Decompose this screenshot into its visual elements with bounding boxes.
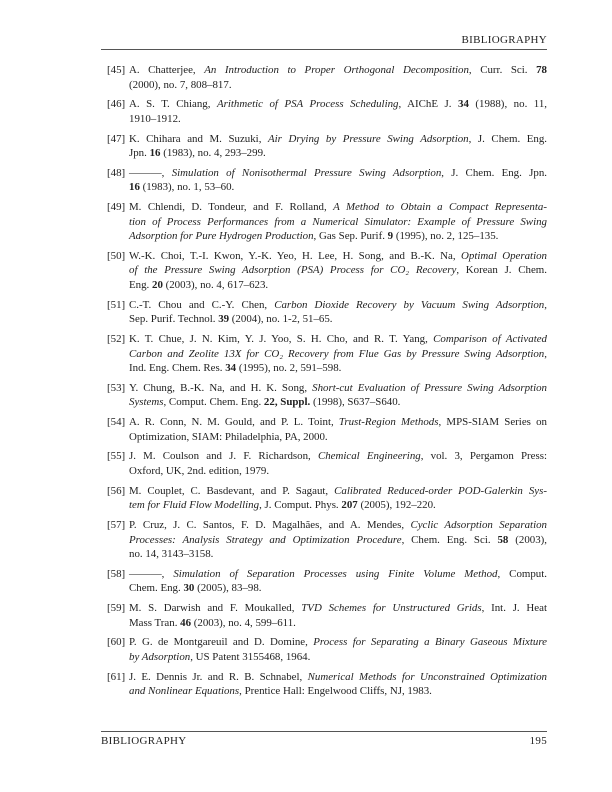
bib-text: , (544, 298, 547, 311)
bib-volume: 30 (183, 582, 195, 595)
bib-entry-number: [45] (107, 64, 126, 76)
bib-entry-line (129, 278, 547, 293)
bib-entry-line (129, 63, 547, 78)
bib-entry-line (129, 312, 547, 327)
bib-title: tem for Fluid Flow Modelling (129, 499, 260, 512)
bib-title: TVD Schemes for Unstructured Grids (301, 602, 482, 615)
page-footer (101, 731, 547, 747)
bib-entry-line (129, 361, 547, 376)
bib-entry (101, 97, 547, 126)
bib-title: Optimal Operation (461, 249, 547, 262)
bib-title: Trust-Region Methods (338, 416, 439, 429)
bib-text: Eng. (129, 278, 152, 291)
bib-entry-line (129, 601, 547, 616)
bib-title: Numerical Methods for Unconstrained Optimization (307, 670, 548, 683)
bib-entry-number: [55] (107, 450, 126, 463)
bib-text: (2004), no. 1-2, 51–65. (229, 313, 333, 326)
bib-entry-number: [57] (107, 519, 126, 532)
bib-text: Optimization, SIAM: Philadelphia, PA, 2000. (129, 430, 328, 443)
bib-title: of the Pressure Swing Adsorption (PSA) Process for CO₂ Recovery (129, 264, 457, 277)
bib-entry-line (129, 166, 547, 181)
bib-entry (101, 567, 547, 596)
bib-title: Chemical Engineering (317, 450, 421, 463)
bib-text: J. M. Coulson and J. F. Richardson, (129, 450, 318, 463)
bib-text: M. Chlendi, D. Tondeur, and F. Rolland, (129, 201, 334, 214)
bib-entry-line (129, 229, 547, 244)
bib-text: (1995), no. 2, 125–135. (393, 230, 499, 243)
bib-volume: 16 (149, 147, 161, 160)
bib-entry (101, 200, 547, 244)
bib-entry (101, 635, 547, 664)
bib-title: Systems (129, 396, 164, 409)
bib-text: no. 14, 3143–3158. (129, 548, 214, 561)
bib-entry (101, 518, 547, 562)
bib-text: , Int. J. Heat (481, 602, 547, 615)
bib-title: Carbon Dioxide Recovery by Vacuum Swing Adsorption (274, 298, 545, 311)
bib-title: Air Drying by Pressure Swing Adsorption (268, 132, 469, 145)
bib-text: , J. Chem. Eng. (468, 132, 548, 145)
bib-text: Mass Tran. (129, 616, 181, 629)
bib-text: , (161, 166, 172, 179)
bib-text: (1983), no. 1, 53–60. (139, 181, 235, 194)
bib-title: tion of Process Performances from a Numerical Simulator: Example of Pressure Swing (129, 215, 547, 228)
bib-text: A. Chatterjee, (129, 64, 205, 76)
bib-entry-line (129, 263, 547, 278)
running-title: BIBLIOGRAPHY (461, 34, 547, 46)
bib-title: Short-cut Evaluation of Pressure Swing Adsorption (312, 381, 547, 394)
bib-volume: 9 (387, 230, 394, 243)
bib-volume: 46 (180, 616, 192, 629)
bib-entry (101, 601, 547, 630)
bib-entry-line (129, 616, 547, 631)
bib-volume: 34 (458, 98, 469, 111)
bib-text: , Prentice Hall: Engelwood Cliffs, NJ, 1983. (239, 685, 432, 698)
bib-entry-line (129, 215, 547, 230)
bib-text: (2005), 83–98. (194, 582, 262, 595)
bib-text: ——— (129, 166, 162, 179)
bib-text: K. T. Chue, J. N. Kim, Y. J. Yoo, S. H. Cho, and R. T. Yang, (129, 333, 434, 346)
bib-volume: 58 (497, 533, 509, 546)
bib-entry-line (129, 347, 547, 362)
bib-entry-line (129, 670, 547, 685)
bib-text: (2005), 192–220. (357, 499, 436, 512)
bib-text: , Curr. Sci. (468, 64, 537, 76)
bib-title: Carbon and Zeolite 13X for CO₂ Recovery from Flue Gas by Pressure Swing Adsorption (129, 347, 545, 360)
bib-entry-number: [47] (107, 132, 126, 145)
bib-title: Processes: Analysis Strategy and Optimization Procedure (129, 533, 402, 546)
bib-text: Sep. Purif. Technol. (129, 313, 219, 326)
bib-entry-number: [52] (107, 333, 126, 346)
bib-text: , Gas Sep. Purif. (313, 230, 388, 243)
bib-text: , Comput. Chem. Eng. (163, 396, 264, 409)
bib-entry-line (129, 249, 547, 264)
bib-entry-line (129, 200, 547, 215)
bib-entry-line (129, 684, 547, 699)
bib-title: Cyclic Adsorption Separation (410, 519, 547, 532)
page-number: 195 (529, 735, 547, 747)
bib-title: Comparison of Activated (433, 333, 547, 346)
bib-text: , J. Chem. Eng. Jpn. (441, 166, 547, 179)
bib-text: , Korean J. Chem. (456, 264, 547, 277)
bib-text: M. S. Darwish and F. Moukalled, (129, 602, 302, 615)
bib-entry-number: [48] (107, 166, 126, 179)
bib-text: (2003), no. 4, 617–623. (162, 278, 269, 291)
bib-text: (2003), no. 4, 599–611. (191, 616, 296, 629)
bib-text: , US Patent 3155468, 1964. (190, 650, 311, 663)
bib-entry (101, 298, 547, 327)
bib-text: P. G. de Montgareuil and D. Domine, (129, 636, 314, 649)
bib-title: by Adsorption (129, 650, 191, 663)
bib-entry-line (129, 395, 547, 410)
bib-entry-number: [56] (107, 484, 126, 497)
bib-entry-number: [49] (107, 201, 126, 214)
bib-entry-number: [58] (107, 567, 126, 580)
bib-text: Ind. Eng. Chem. Res. (129, 362, 226, 375)
bib-text: 1910–1912. (129, 112, 181, 125)
bib-text: , (544, 347, 547, 360)
bib-text: Oxford, UK, 2nd. edition, 1979. (129, 464, 270, 477)
bib-text: (1988), no. 11, (468, 98, 548, 111)
bib-entry (101, 332, 547, 376)
bib-entry-number: [61] (107, 670, 126, 683)
bib-entry-line (129, 547, 547, 562)
bib-volume: 20 (152, 278, 163, 291)
bib-text: , AIChE J. (398, 98, 458, 111)
bib-title: Adsorption for Pure Hydrogen Production (129, 230, 314, 243)
bib-text: W.-K. Choi, T.-I. Kwon, Y.-K. Yeo, H. Lee, H. Song, and B.-K. Na, (129, 249, 462, 262)
bib-text: ——— (129, 567, 162, 580)
bib-entry-line (129, 415, 547, 430)
bib-entry-line (129, 381, 547, 396)
bib-entry-line (129, 146, 547, 161)
bib-text: Jpn. (129, 147, 150, 160)
bib-entry-line (129, 581, 547, 596)
bib-text: (2000), no. 7, 808–817. (129, 78, 232, 91)
bib-text: J. E. Dennis Jr. and R. B. Schnabel, (129, 670, 308, 683)
bib-entry-number: [59] (107, 602, 126, 615)
bib-entry-line (129, 180, 547, 195)
bib-text: K. Chihara and M. Suzuki, (129, 132, 268, 145)
bib-text: (1995), no. 2, 591–598. (236, 362, 342, 375)
bib-entry (101, 166, 547, 195)
bib-text: A. S. T. Chiang, (129, 98, 217, 111)
bib-title: A Method to Obtain a Compact Representa- (333, 201, 547, 214)
bib-volume: 78 (536, 64, 547, 76)
bib-entry (101, 484, 547, 513)
bib-volume: 16 (129, 181, 140, 194)
bib-entry-line (129, 518, 547, 533)
bib-entry-line (129, 449, 547, 464)
bib-entry (101, 381, 547, 410)
bib-text: , MPS-SIAM Series on (438, 416, 547, 429)
bib-text: Chem. Eng. (129, 582, 184, 595)
bib-title: and Nonlinear Equations (129, 685, 240, 698)
bib-entry-line (129, 298, 547, 313)
bib-entry-line (129, 112, 547, 127)
bib-text: , J. Comput. Phys. (259, 499, 342, 512)
bib-entry (101, 132, 547, 161)
bib-title: Process for Separating a Binary Gaseous Mixture (313, 636, 547, 649)
bib-entry-line (129, 97, 547, 112)
bib-volume: 34 (225, 362, 237, 375)
bib-text: , vol. 3, Pergamon Press: (420, 450, 547, 463)
bib-volume: 22, Suppl. (263, 396, 311, 409)
bibliography-list (101, 63, 547, 704)
bib-entry-line (129, 498, 547, 513)
bib-title: Simulation of Nonisothermal Pressure Swing Adsorption (171, 166, 442, 179)
bib-entry-line (129, 332, 547, 347)
bib-entry (101, 449, 547, 478)
bib-text: P. Cruz, J. C. Santos, F. D. Magalhães, and A. Mendes, (129, 519, 411, 532)
bib-entry (101, 415, 547, 444)
bib-title: Calibrated Reduced-order POD-Galerkin Sys- (334, 484, 547, 497)
bib-entry-number: [51] (107, 298, 126, 311)
bib-entry-number: [50] (107, 249, 126, 262)
bib-entry (101, 249, 547, 293)
bib-text: A. R. Conn, N. M. Gould, and P. L. Toint, (129, 416, 339, 429)
bib-entry-line (129, 430, 547, 445)
footer-section: BIBLIOGRAPHY (101, 735, 187, 747)
bib-entry-line (129, 78, 547, 93)
bib-text: (1983), no. 4, 293–299. (160, 147, 266, 160)
bib-text: , Chem. Eng. Sci. (401, 533, 498, 546)
bib-title: An Introduction to Proper Orthogonal Decomposition (204, 64, 469, 76)
bib-entry-number: [46] (107, 98, 126, 111)
bib-entry-line (129, 464, 547, 479)
bib-text: C.-T. Chou and C.-Y. Chen, (129, 298, 275, 311)
bib-text: Y. Chung, B.-K. Na, and H. K. Song, (129, 381, 313, 394)
bib-entry-line (129, 132, 547, 147)
bib-entry-line (129, 635, 547, 650)
bib-entry (101, 63, 547, 92)
bib-title: Simulation of Separation Processes using Finite Volume Method (173, 567, 498, 580)
bib-title: Arithmetic of PSA Process Scheduling (216, 98, 399, 111)
bib-text: , (161, 567, 174, 580)
bib-text: , Comput. (497, 567, 548, 580)
bib-entry (101, 670, 547, 699)
bib-entry-line (129, 484, 547, 499)
bib-volume: 39 (218, 313, 230, 326)
bib-text: (1998), S637–S640. (310, 396, 401, 409)
bib-entry-number: [53] (107, 381, 126, 394)
bib-entry-line (129, 650, 547, 665)
bib-entry-number: [54] (107, 416, 126, 429)
bib-entry-line (129, 567, 547, 582)
bib-text: M. Couplet, C. Basdevant, and P. Sagaut, (129, 484, 335, 497)
bib-text: (2003), (508, 533, 547, 546)
running-header (101, 34, 547, 50)
bib-entry-number: [60] (107, 636, 126, 649)
bib-volume: 207 (341, 499, 358, 512)
bib-entry-line (129, 533, 547, 548)
